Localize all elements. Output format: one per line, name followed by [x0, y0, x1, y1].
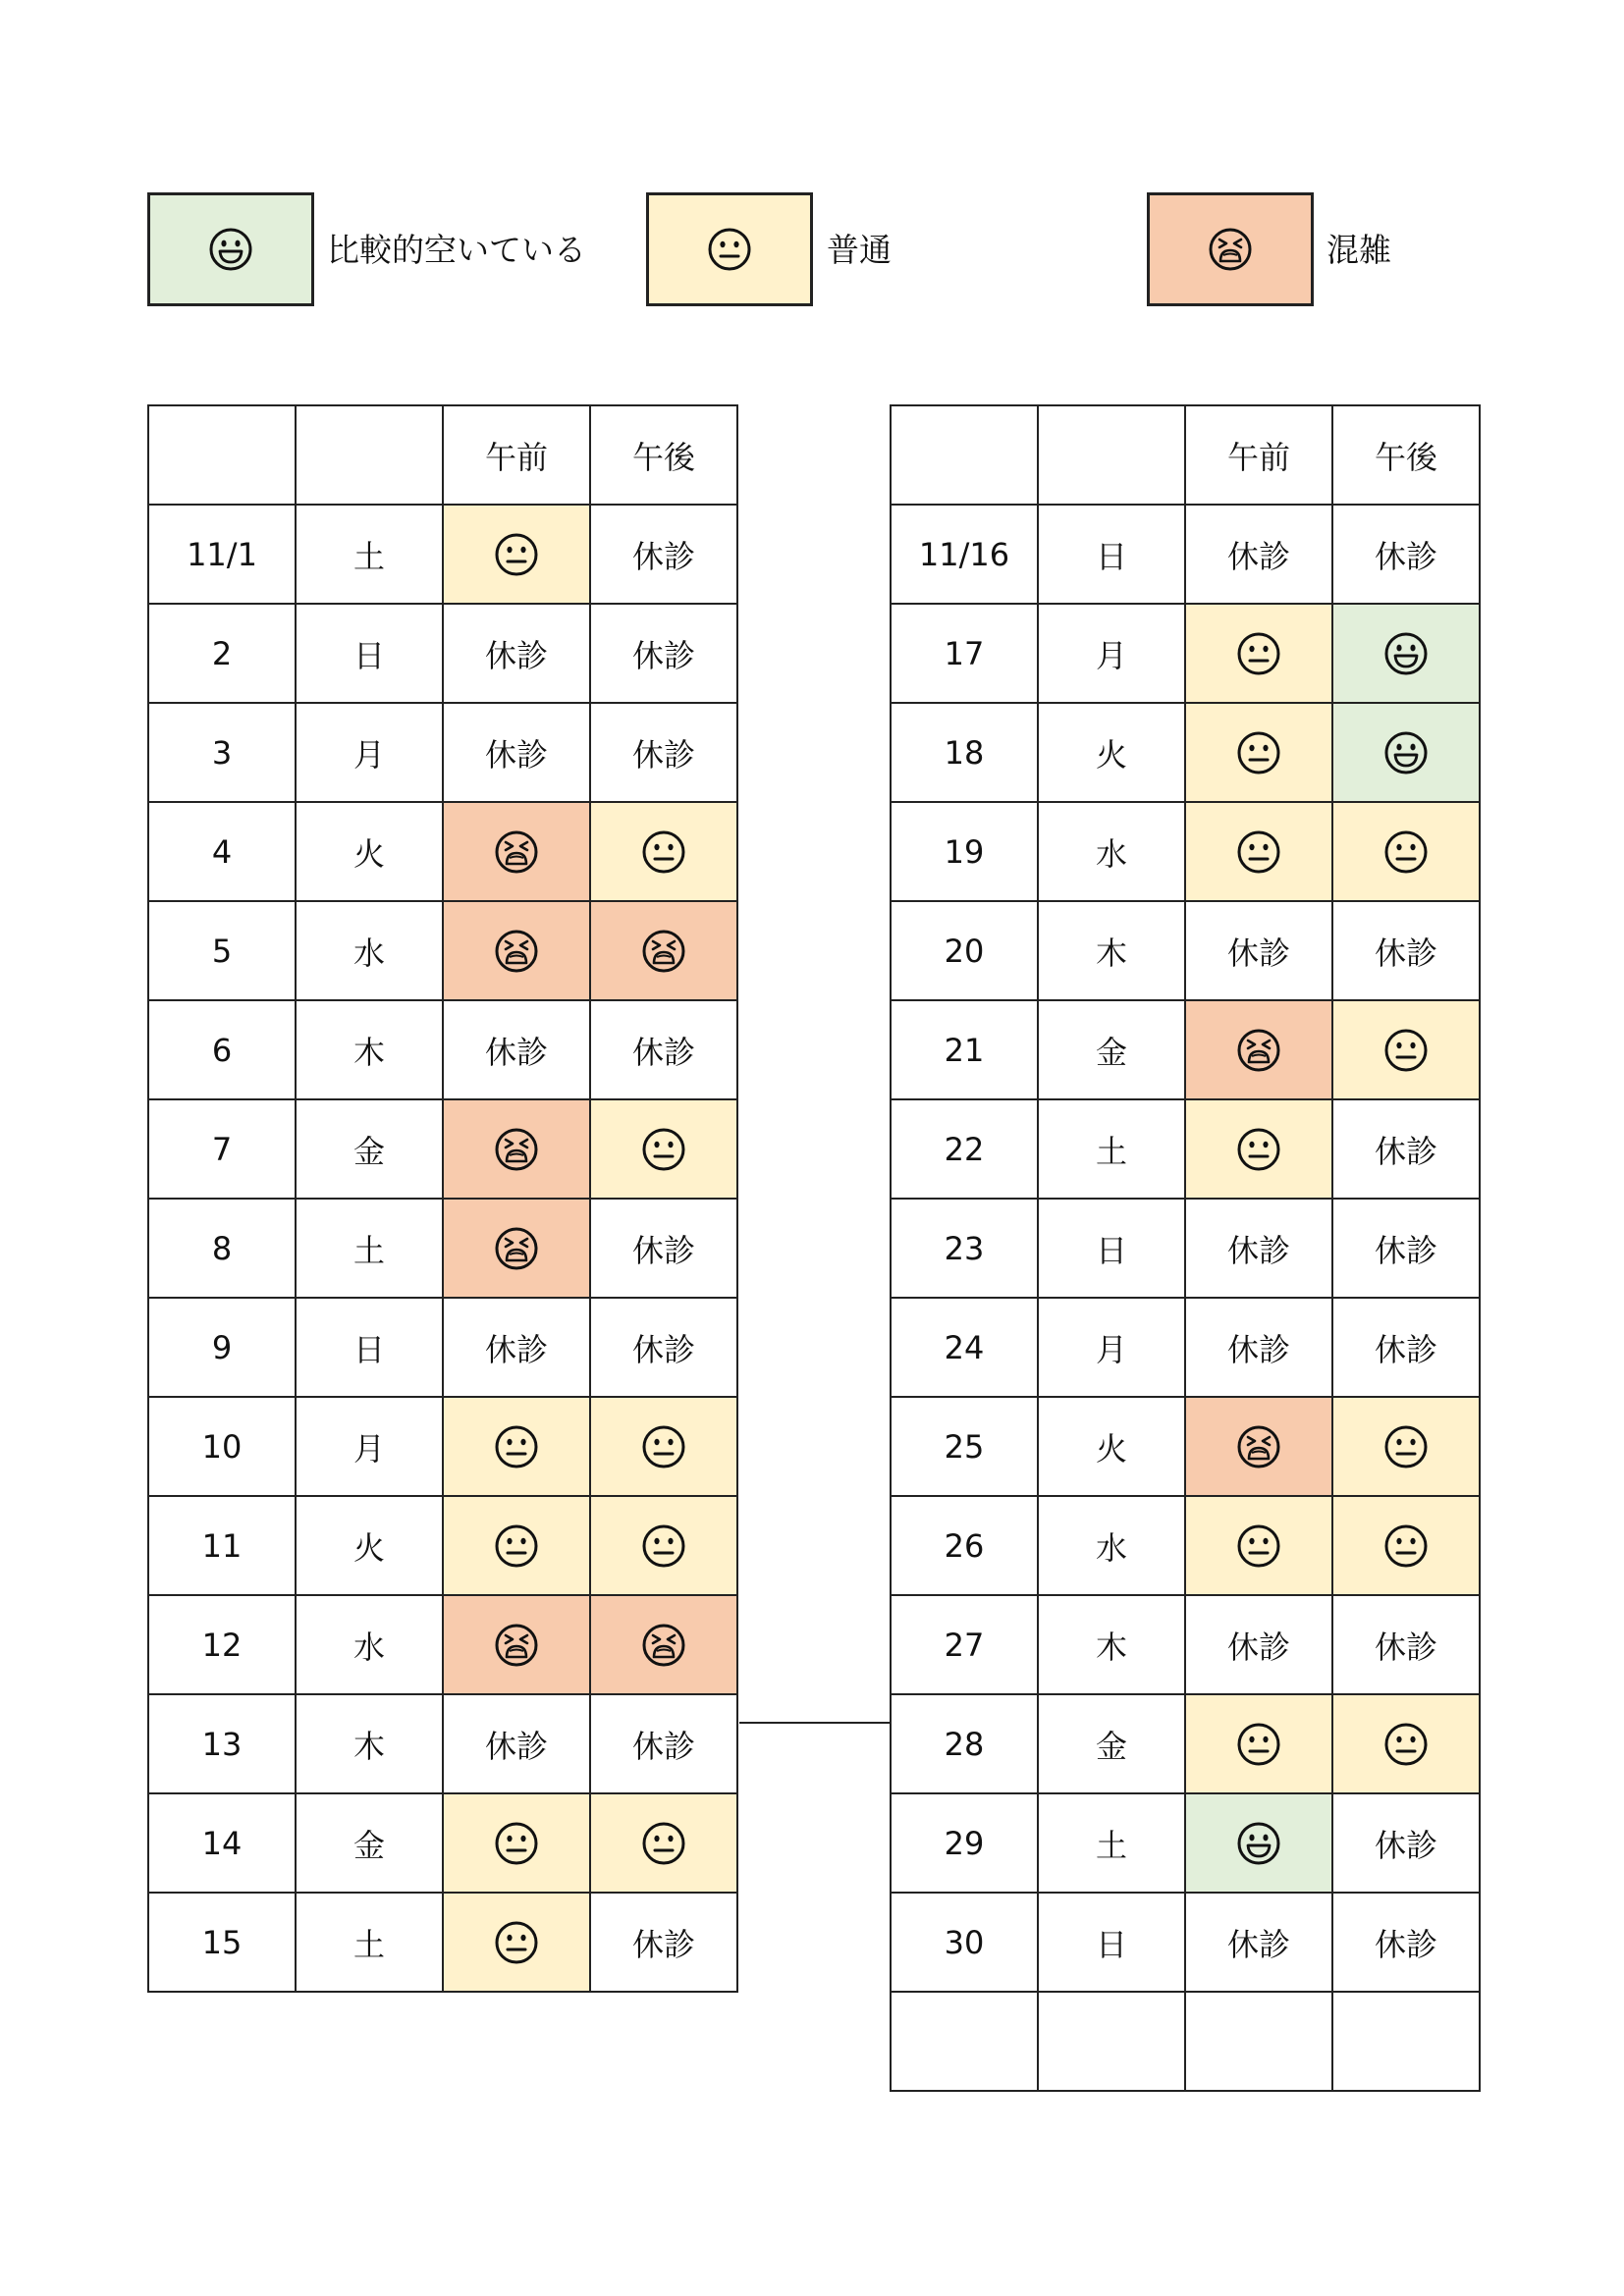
neutral-face-icon	[1236, 1127, 1281, 1172]
date-cell: 8	[148, 1199, 296, 1298]
weekday-cell: 月	[1038, 1298, 1185, 1397]
date-cell	[891, 1992, 1038, 2091]
afternoon-status-cell	[1332, 802, 1480, 901]
weekday-cell	[1038, 1992, 1185, 2091]
grinning-face-icon	[1383, 631, 1429, 676]
morning-status-cell: 休診	[1185, 1893, 1332, 1992]
tired-face-icon	[641, 1623, 686, 1668]
morning-status-cell: 休診	[443, 1298, 590, 1397]
morning-status-cell	[443, 1099, 590, 1199]
table-row	[891, 703, 1480, 802]
neutral-face-icon	[1383, 1523, 1429, 1569]
table-row	[891, 1595, 1480, 1694]
tired-face-icon	[494, 929, 539, 974]
morning-status-cell: 休診	[443, 1000, 590, 1099]
afternoon-status-cell: 休診	[590, 1893, 737, 1992]
table-row	[148, 604, 737, 703]
afternoon-status-cell	[1332, 1992, 1480, 2091]
table-row	[891, 802, 1480, 901]
date-cell: 11/16	[891, 505, 1038, 604]
neutral-face-icon	[1236, 829, 1281, 875]
weekday-cell: 火	[296, 1496, 443, 1595]
weekday-cell: 日	[1038, 1199, 1185, 1298]
weekday-cell: 水	[296, 901, 443, 1000]
table-row	[148, 1793, 737, 1893]
date-cell: 21	[891, 1000, 1038, 1099]
table-row	[891, 901, 1480, 1000]
date-cell: 4	[148, 802, 296, 901]
afternoon-status-cell	[590, 1397, 737, 1496]
grinning-face-icon	[208, 227, 253, 272]
afternoon-status-cell: 休診	[1332, 1893, 1480, 1992]
weekday-cell: 土	[296, 1199, 443, 1298]
table-row	[891, 1793, 1480, 1893]
neutral-face-icon	[1383, 1722, 1429, 1767]
weekday-cell: 土	[1038, 1099, 1185, 1199]
weekday-cell: 日	[1038, 505, 1185, 604]
morning-status-cell: 休診	[443, 1694, 590, 1793]
afternoon-status-cell: 休診	[1332, 505, 1480, 604]
neutral-face-icon	[1236, 1523, 1281, 1569]
weekday-cell: 火	[1038, 703, 1185, 802]
table-row	[148, 1099, 737, 1199]
neutral-face-icon	[707, 227, 752, 272]
morning-status-cell	[443, 1595, 590, 1694]
neutral-face-icon	[1383, 829, 1429, 875]
afternoon-status-cell	[1332, 703, 1480, 802]
morning-status-cell	[443, 1793, 590, 1893]
afternoon-status-cell	[1332, 1397, 1480, 1496]
weekday-cell: 金	[296, 1099, 443, 1199]
header-afternoon: 午後	[590, 405, 737, 505]
legend-label-normal: 普通	[827, 231, 892, 269]
neutral-face-icon	[641, 1127, 686, 1172]
weekday-cell: 火	[296, 802, 443, 901]
neutral-face-icon	[641, 1523, 686, 1569]
neutral-face-icon	[1383, 1424, 1429, 1469]
table-header-row	[891, 405, 1480, 505]
date-cell: 9	[148, 1298, 296, 1397]
date-cell: 13	[148, 1694, 296, 1793]
afternoon-status-cell: 休診	[590, 703, 737, 802]
tired-face-icon	[1236, 1424, 1281, 1469]
table-row	[891, 1099, 1480, 1199]
morning-status-cell: 休診	[443, 604, 590, 703]
afternoon-status-cell	[590, 1793, 737, 1893]
weekday-cell: 金	[1038, 1000, 1185, 1099]
tired-face-icon	[1236, 1028, 1281, 1073]
morning-status-cell: 休診	[443, 703, 590, 802]
morning-status-cell	[443, 1397, 590, 1496]
afternoon-status-cell	[590, 802, 737, 901]
neutral-face-icon	[641, 1821, 686, 1866]
legend-swatch-free	[147, 192, 314, 306]
header-cell	[296, 405, 443, 505]
grinning-face-icon	[1383, 730, 1429, 775]
legend-swatch-normal	[646, 192, 813, 306]
morning-status-cell	[1185, 1496, 1332, 1595]
morning-status-cell: 休診	[1185, 1595, 1332, 1694]
table-row	[148, 1694, 737, 1793]
weekday-cell: 水	[296, 1595, 443, 1694]
morning-status-cell	[443, 802, 590, 901]
header-afternoon: 午後	[1332, 405, 1480, 505]
date-cell: 27	[891, 1595, 1038, 1694]
afternoon-status-cell: 休診	[590, 604, 737, 703]
morning-status-cell	[1185, 1992, 1332, 2091]
header-cell	[1038, 405, 1185, 505]
afternoon-status-cell: 休診	[590, 1298, 737, 1397]
grinning-face-icon	[1236, 1821, 1281, 1866]
morning-status-cell	[443, 1893, 590, 1992]
weekday-cell: 月	[1038, 604, 1185, 703]
date-cell: 29	[891, 1793, 1038, 1893]
morning-status-cell	[443, 505, 590, 604]
date-cell: 18	[891, 703, 1038, 802]
header-cell	[148, 405, 296, 505]
table-row	[891, 1199, 1480, 1298]
weekday-cell: 土	[296, 1893, 443, 1992]
date-cell: 23	[891, 1199, 1038, 1298]
weekday-cell: 木	[1038, 901, 1185, 1000]
table-row	[148, 901, 737, 1000]
tired-face-icon	[494, 829, 539, 875]
table-row	[148, 1496, 737, 1595]
date-cell: 11	[148, 1496, 296, 1595]
afternoon-status-cell: 休診	[590, 1694, 737, 1793]
tired-face-icon	[1208, 227, 1253, 272]
date-cell: 6	[148, 1000, 296, 1099]
neutral-face-icon	[494, 1920, 539, 1965]
date-cell: 30	[891, 1893, 1038, 1992]
date-cell: 19	[891, 802, 1038, 901]
morning-status-cell	[443, 1496, 590, 1595]
weekday-cell: 日	[296, 1298, 443, 1397]
neutral-face-icon	[1236, 631, 1281, 676]
date-cell: 3	[148, 703, 296, 802]
legend-label-free: 比較的空いている	[327, 231, 586, 269]
date-cell: 7	[148, 1099, 296, 1199]
tired-face-icon	[494, 1623, 539, 1668]
weekday-cell: 木	[296, 1694, 443, 1793]
afternoon-status-cell	[590, 1099, 737, 1199]
table-row	[891, 604, 1480, 703]
date-cell: 15	[148, 1893, 296, 1992]
table-row	[148, 703, 737, 802]
morning-status-cell	[1185, 1694, 1332, 1793]
afternoon-status-cell: 休診	[1332, 1298, 1480, 1397]
schedule-table-first-half	[147, 404, 738, 1993]
afternoon-status-cell	[1332, 1694, 1480, 1793]
table-connector-line	[739, 1722, 890, 1724]
afternoon-status-cell	[590, 1595, 737, 1694]
date-cell: 25	[891, 1397, 1038, 1496]
table-row	[148, 1298, 737, 1397]
table-row	[891, 1694, 1480, 1793]
morning-status-cell	[1185, 802, 1332, 901]
legend-swatch-busy	[1147, 192, 1314, 306]
table-row	[148, 1893, 737, 1992]
neutral-face-icon	[641, 1424, 686, 1469]
morning-status-cell	[443, 1199, 590, 1298]
header-cell	[891, 405, 1038, 505]
table-row	[148, 802, 737, 901]
weekday-cell: 水	[1038, 802, 1185, 901]
date-cell: 14	[148, 1793, 296, 1893]
date-cell: 20	[891, 901, 1038, 1000]
morning-status-cell	[1185, 1793, 1332, 1893]
neutral-face-icon	[1236, 730, 1281, 775]
date-cell: 11/1	[148, 505, 296, 604]
morning-status-cell: 休診	[1185, 1199, 1332, 1298]
morning-status-cell	[1185, 1099, 1332, 1199]
tired-face-icon	[494, 1226, 539, 1271]
weekday-cell: 金	[1038, 1694, 1185, 1793]
table-row	[891, 1893, 1480, 1992]
weekday-cell: 土	[296, 505, 443, 604]
afternoon-status-cell: 休診	[590, 1199, 737, 1298]
afternoon-status-cell: 休診	[1332, 1099, 1480, 1199]
weekday-cell: 日	[296, 604, 443, 703]
table-row	[891, 1992, 1480, 2091]
neutral-face-icon	[494, 1523, 539, 1569]
table-row	[148, 1397, 737, 1496]
legend-label-busy: 混雑	[1326, 231, 1391, 269]
afternoon-status-cell: 休診	[1332, 1595, 1480, 1694]
morning-status-cell: 休診	[1185, 901, 1332, 1000]
afternoon-status-cell: 休診	[590, 1000, 737, 1099]
date-cell: 10	[148, 1397, 296, 1496]
weekday-cell: 水	[1038, 1496, 1185, 1595]
weekday-cell: 月	[296, 703, 443, 802]
tired-face-icon	[494, 1127, 539, 1172]
morning-status-cell	[1185, 1000, 1332, 1099]
header-morning: 午前	[443, 405, 590, 505]
header-morning: 午前	[1185, 405, 1332, 505]
neutral-face-icon	[494, 532, 539, 577]
afternoon-status-cell	[590, 901, 737, 1000]
afternoon-status-cell: 休診	[1332, 901, 1480, 1000]
weekday-cell: 木	[1038, 1595, 1185, 1694]
date-cell: 5	[148, 901, 296, 1000]
date-cell: 17	[891, 604, 1038, 703]
weekday-cell: 金	[296, 1793, 443, 1893]
afternoon-status-cell	[1332, 604, 1480, 703]
date-cell: 12	[148, 1595, 296, 1694]
morning-status-cell: 休診	[1185, 1298, 1332, 1397]
weekday-cell: 木	[296, 1000, 443, 1099]
date-cell: 22	[891, 1099, 1038, 1199]
date-cell: 24	[891, 1298, 1038, 1397]
afternoon-status-cell: 休診	[590, 505, 737, 604]
table-row	[148, 505, 737, 604]
neutral-face-icon	[494, 1821, 539, 1866]
table-header-row	[148, 405, 737, 505]
schedule-table-second-half	[890, 404, 1481, 2092]
weekday-cell: 火	[1038, 1397, 1185, 1496]
neutral-face-icon	[494, 1424, 539, 1469]
weekday-cell: 月	[296, 1397, 443, 1496]
morning-status-cell	[1185, 604, 1332, 703]
neutral-face-icon	[641, 829, 686, 875]
date-cell: 28	[891, 1694, 1038, 1793]
neutral-face-icon	[1383, 1028, 1429, 1073]
afternoon-status-cell: 休診	[1332, 1199, 1480, 1298]
date-cell: 26	[891, 1496, 1038, 1595]
table-row	[148, 1595, 737, 1694]
morning-status-cell: 休診	[1185, 505, 1332, 604]
table-row	[891, 1000, 1480, 1099]
table-row	[891, 1298, 1480, 1397]
table-row	[891, 1496, 1480, 1595]
morning-status-cell	[1185, 703, 1332, 802]
weekday-cell: 日	[1038, 1893, 1185, 1992]
table-row	[891, 1397, 1480, 1496]
tired-face-icon	[641, 929, 686, 974]
afternoon-status-cell	[1332, 1496, 1480, 1595]
neutral-face-icon	[1236, 1722, 1281, 1767]
weekday-cell: 土	[1038, 1793, 1185, 1893]
table-row	[148, 1199, 737, 1298]
morning-status-cell	[1185, 1397, 1332, 1496]
afternoon-status-cell: 休診	[1332, 1793, 1480, 1893]
date-cell: 2	[148, 604, 296, 703]
afternoon-status-cell	[1332, 1000, 1480, 1099]
table-row	[891, 505, 1480, 604]
afternoon-status-cell	[590, 1496, 737, 1595]
table-row	[148, 1000, 737, 1099]
morning-status-cell	[443, 901, 590, 1000]
